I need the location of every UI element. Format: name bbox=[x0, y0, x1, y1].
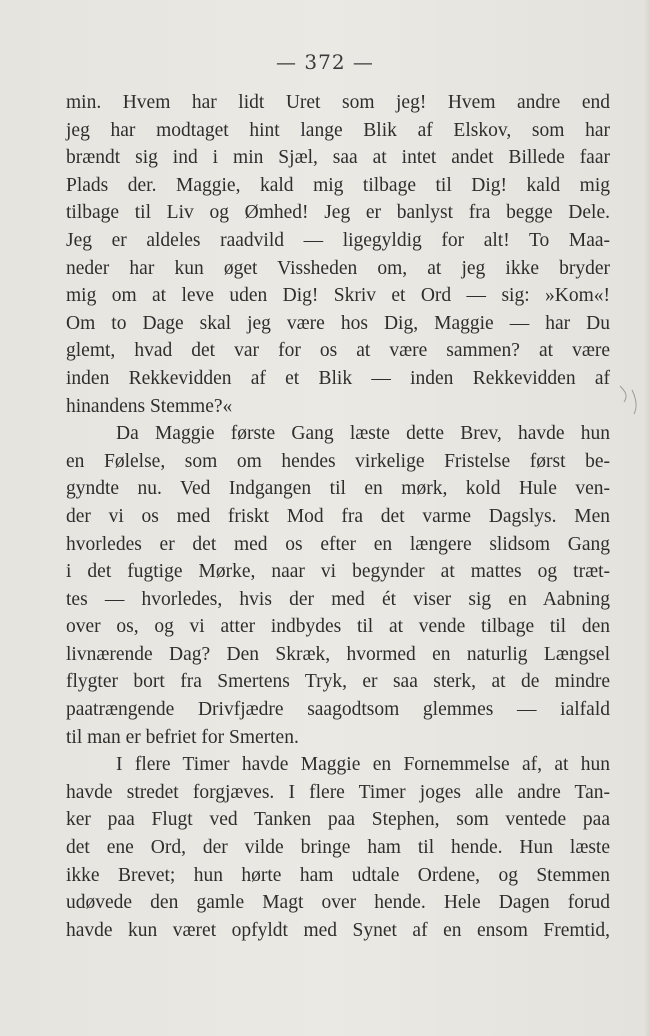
text-line: brændt sig ind i min Sjæl, saa at intet andet Billede faar bbox=[66, 147, 610, 169]
text-line: hinandens Stemme?« bbox=[66, 395, 233, 417]
text-line: livnærende Dag? Den Skræk, hvormed en naturlig Længsel bbox=[66, 643, 610, 665]
text-line: i det fugtige Mørke, naar vi begynder at mattes og træt- bbox=[66, 561, 610, 583]
text-line: udøvede den gamle Magt over hende. Hele Dagen forud bbox=[66, 892, 610, 914]
page-number: — 372 — bbox=[276, 50, 374, 74]
margin-pencil-mark bbox=[618, 380, 642, 420]
text-line: havde kun været opfyldt med Synet af en ensom Fremtid, bbox=[66, 919, 610, 941]
text-line: til man er befriet for Smerten. bbox=[66, 726, 299, 748]
text-line: ikke Brevet; hun hørte ham udtale Ordene, og Stemmen bbox=[66, 864, 610, 886]
body-text bbox=[66, 89, 610, 944]
text-line: I flere Timer havde Maggie en Fornemmelse af, at hun bbox=[116, 754, 610, 776]
text-line: der vi os med friskt Mod fra det varme Dagslys. Men bbox=[66, 505, 610, 527]
text-line: Plads der. Maggie, kald mig tilbage til Dig! kald mig bbox=[66, 174, 610, 196]
text-line: Om to Dage skal jeg være hos Dig, Maggie — har Du bbox=[66, 312, 610, 334]
text-line: glemt, hvad det var for os at være sammen? at være bbox=[66, 340, 610, 362]
text-line: jeg har modtaget hint lange Blik af Elskov, som har bbox=[66, 119, 610, 141]
text-line: havde stredet forgjæves. I flere Timer joges alle andre Tan- bbox=[66, 781, 610, 803]
text-line: inden Rekkevidden af et Blik — inden Rekkevidden af bbox=[66, 367, 610, 389]
text-line: hvorledes er det med os efter en længere slidsom Gang bbox=[66, 533, 610, 555]
text-line: neder har kun øget Vissheden om, at jeg ikke bryder bbox=[66, 257, 610, 279]
text-line: Da Maggie første Gang læste dette Brev, havde hun bbox=[116, 423, 610, 445]
text-line: Jeg er aldeles raadvild — ligegyldig for alt! To Maa- bbox=[66, 229, 610, 251]
text-line: ker paa Flugt ved Tanken paa Stephen, som ventede paa bbox=[66, 809, 610, 831]
text-line: tilbage til Liv og Ømhed! Jeg er banlyst fra begge Dele. bbox=[66, 202, 610, 224]
text-line: min. Hvem har lidt Uret som jeg! Hvem andre end bbox=[66, 92, 610, 113]
page-edge-shadow bbox=[644, 0, 650, 1036]
text-line: tes — hvorledes, hvis der med ét viser sig en Aabning bbox=[66, 588, 610, 610]
text-line: flygter bort fra Smertens Tryk, er saa sterk, at de mindre bbox=[66, 671, 610, 693]
text-line: det ene Ord, der vilde bringe ham til hende. Hun læste bbox=[66, 837, 610, 859]
text-line: over os, og vi atter indbydes til at vende tilbage til den bbox=[66, 616, 610, 638]
text-line: mig om at leve uden Dig! Skriv et Ord — sig: »Kom«! bbox=[66, 285, 610, 307]
text-line: en Følelse, som om hendes virkelige Fristelse først be- bbox=[66, 450, 610, 472]
text-line: gyndte nu. Ved Indgangen til en mørk, kold Hule ven- bbox=[66, 478, 610, 500]
text-line: paatrængende Drivfjædre saagodtsom glemmes — ialfald bbox=[66, 699, 610, 721]
